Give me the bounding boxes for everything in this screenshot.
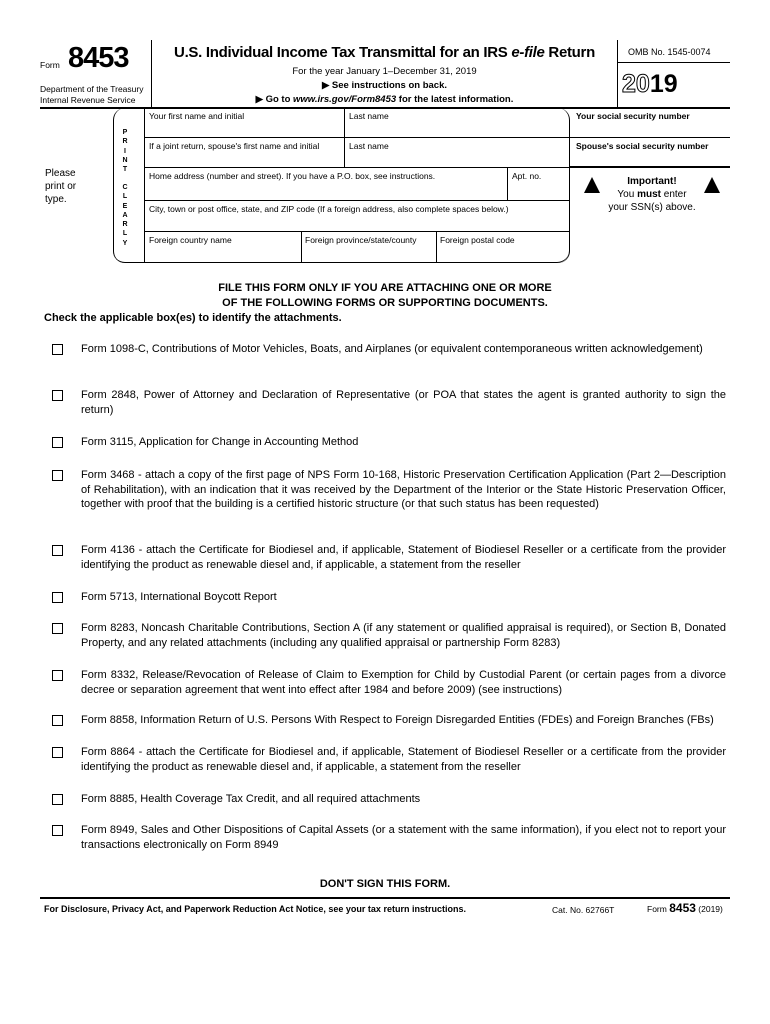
footer-form-id: Form 8453 (2019) <box>647 901 723 915</box>
spouse-last-name-field[interactable]: Last name <box>349 141 389 151</box>
attachment-label: Form 3115, Application for Change in Accounting Method <box>81 436 359 448</box>
attachment-label: Form 8283, Noncash Charitable Contributions, Section A (if any statement or qualified appraisal is required), or Section B, Donated Property, and any related attachments (including any qualified appraisal or partnership Form 8283) <box>81 622 726 649</box>
first-name-field[interactable]: Your first name and initial <box>149 111 245 121</box>
attachment-item <box>52 388 726 417</box>
dont-sign: DON'T SIGN THIS FORM. <box>319 878 451 890</box>
attachment-item <box>52 745 726 774</box>
attachment-item <box>52 342 726 357</box>
form-title: U.S. Individual Income Tax Transmittal for an IRS e-file Return <box>174 44 595 61</box>
attachment-item <box>52 713 726 728</box>
arrow-up-icon <box>584 177 600 193</box>
omb-number: OMB No. 1545-0074 <box>628 47 711 57</box>
attachment-label: Form 3468 - attach a copy of the first page of NPS Form 10-168, Historic Preservation Certification Application (Part 2—Description of Rehabilitation), with an indication that it was received by the Department of the Interior or the State Historic Preservation Officer, together with proof that the building is a certified historic structure (or that such status has been requested) <box>81 469 726 510</box>
foreign-province-field[interactable]: Foreign province/state/county <box>305 235 417 245</box>
tax-year: 2019 <box>622 70 678 98</box>
check-instructions: Check the applicable box(es) to identify the attachments. <box>44 312 342 324</box>
attachment-checkbox[interactable] <box>52 715 63 726</box>
irs-link[interactable]: www.irs.gov/Form8453 <box>293 94 397 105</box>
attachment-label: Form 4136 - attach the Certificate for Biodiesel and, if applicable, Statement of Biodiesel Reseller or a certificate from the provider identifying the product as renewable diesel and, if applicable, a statement from the reseller <box>81 544 726 571</box>
attachment-item <box>52 590 726 605</box>
last-name-field[interactable]: Last name <box>349 111 389 121</box>
attachment-checkbox[interactable] <box>52 825 63 836</box>
attachment-label: Form 2848, Power of Attorney and Declaration of Representative (or POA that states the agent is granted authority to sign the return) <box>81 389 726 416</box>
disclosure-notice: For Disclosure, Privacy Act, and Paperwork Reduction Act Notice, see your tax return instructions. <box>44 904 466 914</box>
see-instructions: ▶ See instructions on back. <box>321 80 448 91</box>
attachment-label: Form 8864 - attach the Certificate for Biodiesel and, if applicable, Statement of Biodiesel Reseller or a certificate from the provider identifying the product as renewable diesel and, if applicable, a statement from the reseller <box>81 746 726 773</box>
attachment-checkbox[interactable] <box>52 344 63 355</box>
attachment-checkbox[interactable] <box>52 470 63 481</box>
apt-field[interactable]: Apt. no. <box>512 171 542 181</box>
attachment-label: Form 8858, Information Return of U.S. Persons With Respect to Foreign Disregarded Entities (FDEs) and Foreign Branches (FBs) <box>81 714 714 726</box>
foreign-postal-field[interactable]: Foreign postal code <box>440 235 515 245</box>
attachment-item <box>52 543 726 572</box>
goto-line: ▶ Go to www.irs.gov/Form8453 for the latest information. <box>255 94 514 105</box>
attachment-checkbox[interactable] <box>52 437 63 448</box>
ssn-field[interactable]: Your social security number <box>576 111 690 121</box>
clearly-label: C L E A R L Y <box>122 184 128 247</box>
spouse-ssn-field[interactable]: Spouse's social security number <box>576 141 709 151</box>
attachment-label: Form 8885, Health Coverage Tax Credit, and all required attachments <box>81 793 421 805</box>
attachment-item <box>52 823 726 852</box>
attachment-checkbox[interactable] <box>52 794 63 805</box>
attachment-item <box>52 621 726 650</box>
foreign-country-field[interactable]: Foreign country name <box>149 235 232 245</box>
cat-number: Cat. No. 62766T <box>552 905 615 915</box>
form-word: Form <box>40 60 60 70</box>
attachment-checkbox[interactable] <box>52 545 63 556</box>
print-label: P R I N T <box>122 129 128 174</box>
attachment-checkbox[interactable] <box>52 623 63 634</box>
attachment-item <box>52 435 726 450</box>
attachment-checkbox[interactable] <box>52 592 63 603</box>
attachment-label: Form 8949, Sales and Other Dispositions of Capital Assets (or a statement with the same information), if you elect not to report your transactions electronically on Form 8949 <box>81 824 726 851</box>
attachment-checkbox[interactable] <box>52 670 63 681</box>
city-field[interactable]: City, town or post office, state, and ZIP code (If a foreign address, also complete spaces below.) <box>149 204 509 214</box>
attachment-label: Form 8332, Release/Revocation of Release of Claim to Exemption for Child by Custodial Parent (or certain pages from a divorce decree or separation agreement that went into effect after 1984 and before 2009) (see instructions) <box>81 669 726 696</box>
attachment-checkbox[interactable] <box>52 390 63 401</box>
attachment-label: Form 1098-C, Contributions of Motor Vehicles, Boats, and Airplanes (or equivalent contemporaneous written acknowledgement) <box>81 343 703 355</box>
year-line: For the year January 1–December 31, 2019 <box>292 66 477 77</box>
home-address-field[interactable]: Home address (number and street). If you have a P.O. box, see instructions. <box>149 171 436 181</box>
attachment-item <box>52 468 726 512</box>
spouse-first-name-field[interactable]: If a joint return, spouse's first name and initial <box>149 141 320 151</box>
form-number: 8453 <box>68 42 129 74</box>
notice-heading: FILE THIS FORM ONLY IF YOU ARE ATTACHING ONE OR MORE OF THE FOLLOWING FORMS OR SUPPORTING DOCUMENTS. <box>218 282 552 309</box>
please-print: Please print or type. <box>45 168 77 205</box>
attachment-checkbox[interactable] <box>52 747 63 758</box>
irs: Internal Revenue Service <box>40 95 136 105</box>
important-note: Important! You must enter your SSN(s) above. <box>608 176 696 213</box>
attachment-label: Form 5713, International Boycott Report <box>81 591 277 603</box>
attachment-item <box>52 792 726 807</box>
dept: Department of the Treasury <box>40 84 144 94</box>
arrow-up-icon <box>704 177 720 193</box>
attachment-item <box>52 668 726 697</box>
